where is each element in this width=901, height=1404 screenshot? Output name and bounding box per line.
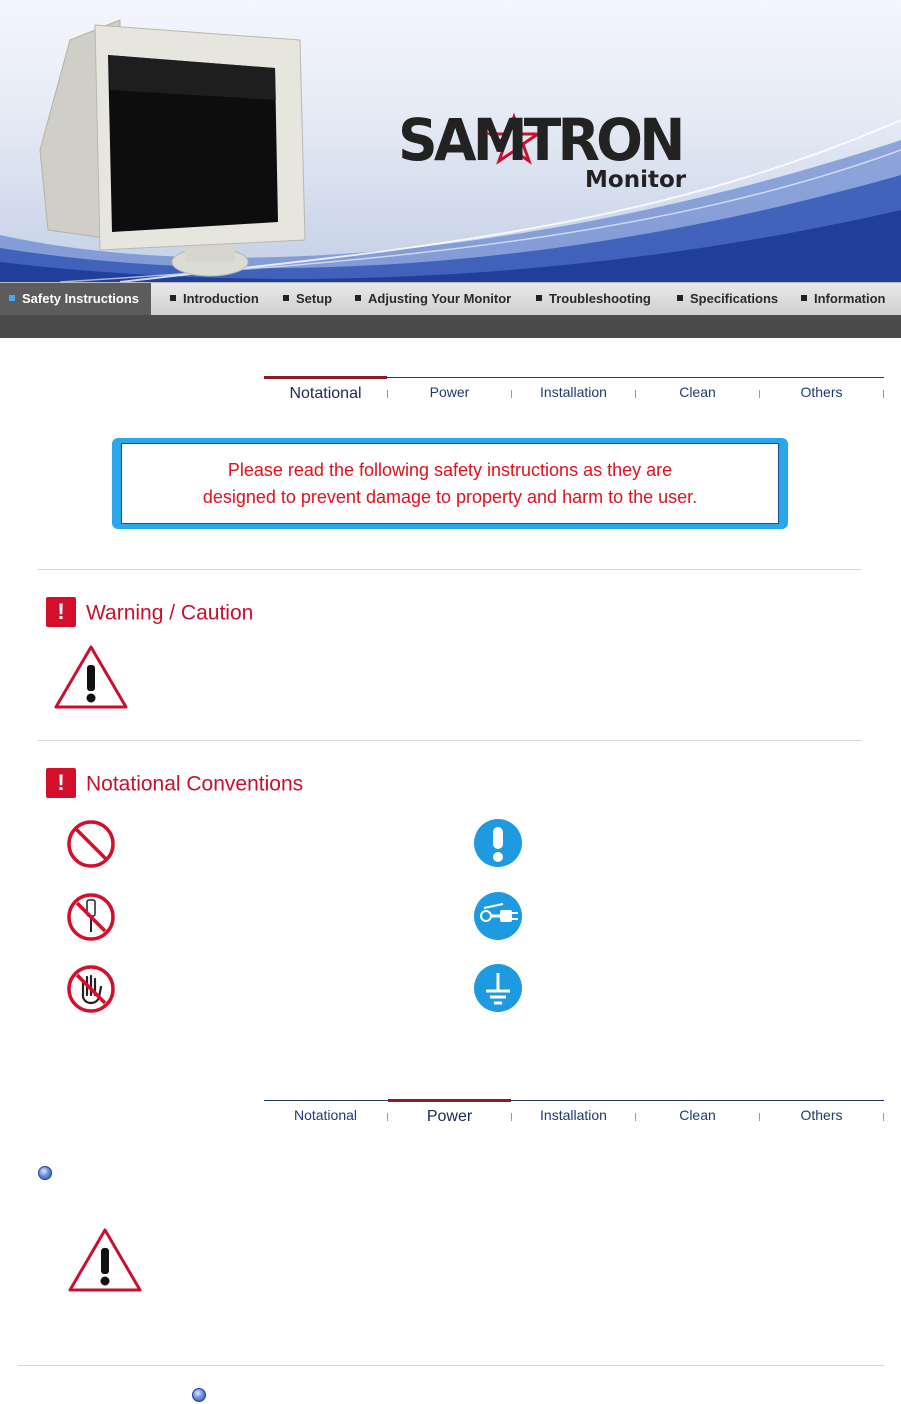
do-not-disassemble-icon [65, 891, 117, 943]
warning-triangle-icon [52, 643, 130, 711]
tab-separator [883, 1113, 884, 1121]
exclamation-icon: ! [46, 768, 76, 798]
warning-triangle-icon [66, 1226, 144, 1294]
tab-installation[interactable]: Installation [540, 384, 607, 400]
nav-specifications[interactable]: Specifications [677, 283, 778, 315]
notational-conventions-heading: ! Notational Conventions [46, 770, 303, 800]
warning-caution-heading: ! Warning / Caution [46, 599, 253, 629]
bullet-icon [192, 1388, 206, 1402]
samtron-logo: SAMTRON [398, 106, 682, 174]
tab-separator [883, 390, 884, 398]
nav-information[interactable]: Information [801, 283, 886, 315]
divider [38, 569, 861, 570]
nav-introduction[interactable]: Introduction [170, 283, 259, 315]
monitor-subtitle: Monitor [585, 167, 687, 193]
divider [38, 740, 861, 741]
nav-troubleshooting[interactable]: Troubleshooting [536, 283, 651, 315]
main-navigation [0, 282, 901, 315]
square-bullet-icon [9, 295, 15, 301]
safety-notice [112, 438, 788, 529]
tab-power[interactable]: Power [429, 384, 470, 400]
tab-notational[interactable]: Notational [293, 1107, 358, 1123]
tab-installation[interactable]: Installation [540, 1107, 607, 1123]
square-bullet-icon [170, 295, 176, 301]
ground-icon [473, 963, 523, 1013]
do-not-touch-icon [65, 963, 117, 1015]
tab-others[interactable]: Others [800, 1107, 843, 1123]
square-bullet-icon [355, 295, 361, 301]
nav-safety-instructions[interactable]: Safety Instructions [0, 283, 151, 315]
tab-clean[interactable]: Clean [679, 384, 716, 400]
important-icon [473, 818, 523, 868]
divider [18, 1365, 884, 1366]
tab-notational[interactable]: Notational [264, 376, 387, 409]
square-bullet-icon [801, 295, 807, 301]
sub-navigation-bar [0, 315, 901, 338]
tab-power[interactable]: Power [388, 1099, 511, 1132]
notice-line-1: Please read the following safety instructions as they are [227, 459, 673, 480]
section-tabs-power [264, 1100, 884, 1131]
bullet-icon [38, 1166, 52, 1180]
square-bullet-icon [677, 295, 683, 301]
tab-others[interactable]: Others [800, 384, 843, 400]
nav-setup[interactable]: Setup [283, 283, 332, 315]
exclamation-icon: ! [46, 597, 76, 627]
tab-clean[interactable]: Clean [679, 1107, 716, 1123]
nav-adjusting-your-monitor[interactable]: Adjusting Your Monitor [355, 283, 511, 315]
notice-line-2: designed to prevent damage to property and harm to the user. [202, 486, 698, 507]
prohibited-icon [65, 818, 117, 870]
square-bullet-icon [536, 295, 542, 301]
header-banner [0, 0, 901, 282]
unplug-icon [473, 891, 523, 941]
square-bullet-icon [283, 295, 289, 301]
section-tabs-top [264, 377, 884, 408]
